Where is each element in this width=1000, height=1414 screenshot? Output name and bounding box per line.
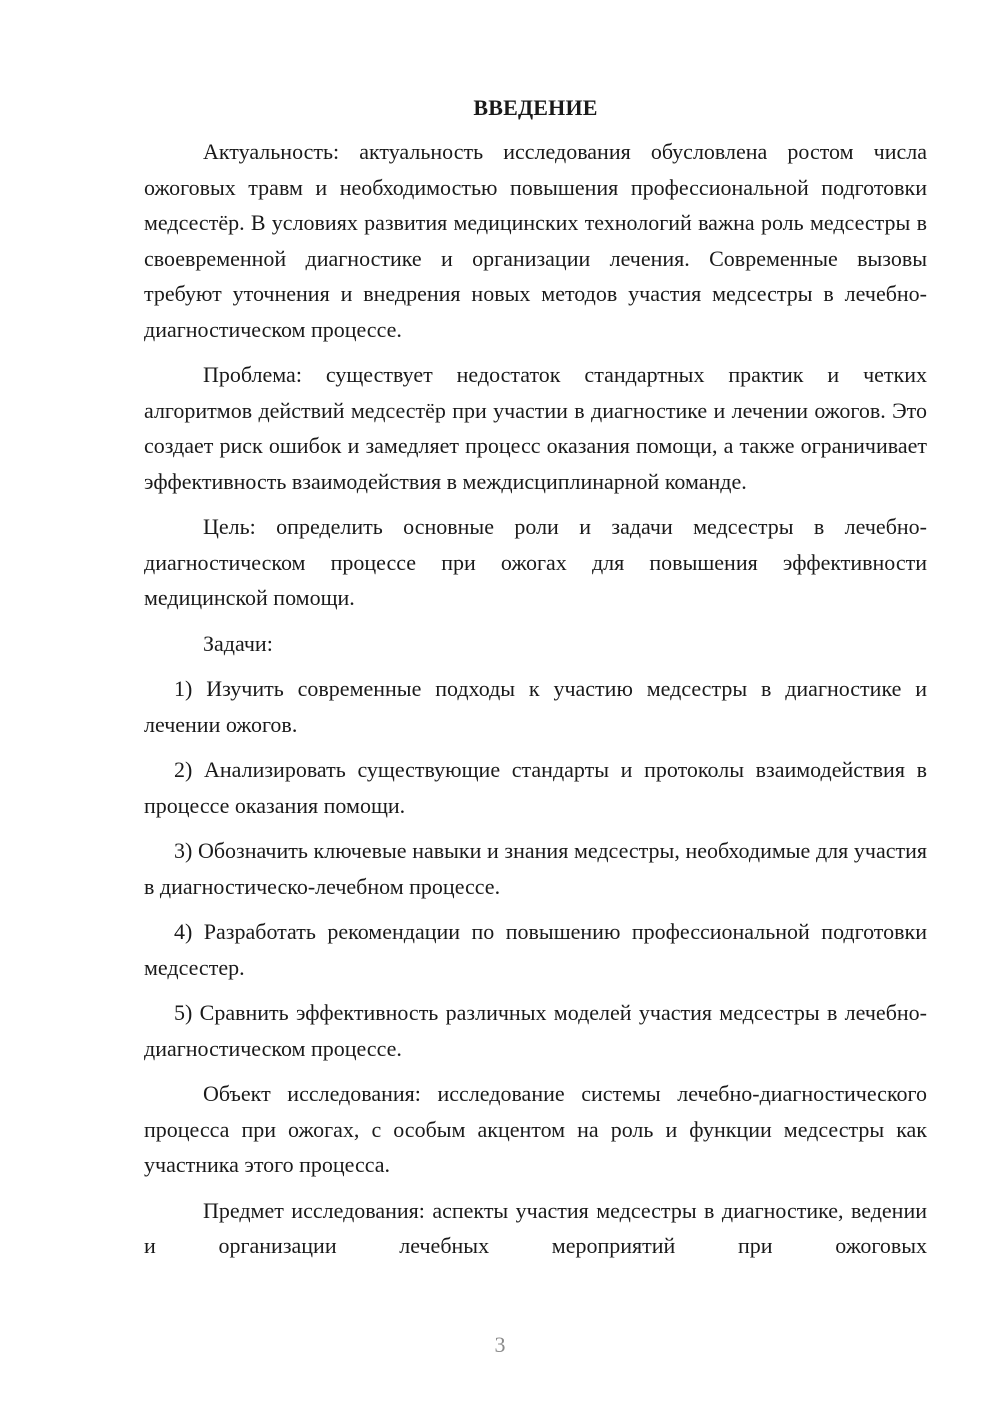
task-item-3: 3) Обозначить ключевые навыки и знания медсестры, необходимые для участия в диагностическо-лечебном процессе. [144,838,927,899]
subject-paragraph: Предмет исследования: аспекты участия медсестры в диагностике, ведении и организации лечебных мероприятий при ожоговых [144,1197,927,1258]
task-item-2: 2) Анализировать существующие стандарты и протоколы взаимодействия в процессе оказания помощи. [144,757,927,818]
task-item-4: 4) Разработать рекомендации по повышению профессиональной подготовки медсестер. [144,919,927,980]
task-item-5: 5) Сравнить эффективность различных моделей участия медсестры в лечебно-диагностическом процессе. [144,1000,927,1061]
problem-paragraph: Проблема: существует недостаток стандартных практик и четких алгоритмов действий медсестёр при участии в диагностике и лечении ожогов. Это создает риск ошибок и замедляет процесс оказания помощи, а также ограничивает эффективность взаимодействия в междисциплинарной команде. [144,362,927,494]
page-number: 3 [494,1332,506,1357]
task-item-1: 1) Изучить современные подходы к участию медсестры в диагностике и лечении ожогов. [144,676,927,737]
object-paragraph: Объект исследования: исследование системы лечебно-диагностического процесса при ожогах, с особым акцентом на роль и функции медсестры как участника этого процесса. [144,1081,927,1177]
relevance-paragraph: Актуальность: актуальность исследования обусловлена ростом числа ожоговых травм и необходимостью повышения профессиональной подготовки медсестёр. В условиях развития медицинских технологий важна роль медсестры в своевременной диагностике и организации лечения. Современные вызовы требуют уточнения и внедрения новых методов участия медсестры в лечебно-диагностическом процессе. [144,139,927,342]
goal-paragraph: Цель: определить основные роли и задачи медсестры в лечебно-диагностическом процессе при ожогах для повышения эффективности медицинской помощи. [144,514,927,610]
tasks-label: Задачи: [203,630,273,656]
section-heading: ВВЕДЕНИЕ [473,95,598,120]
document-page [144,92,927,1274]
